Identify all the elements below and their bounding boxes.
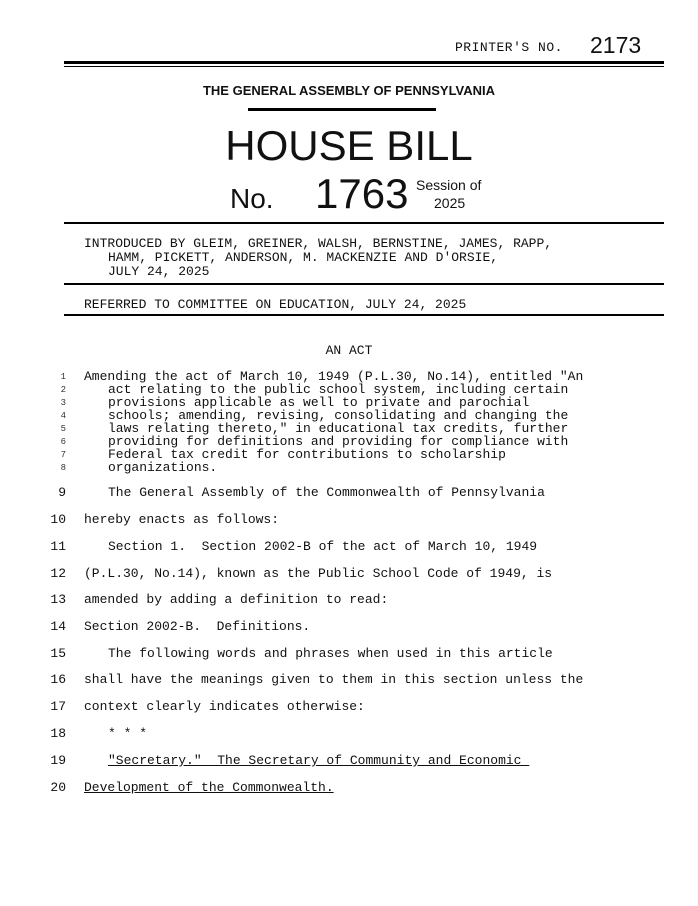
section-heading: Section 2002-B. Definitions. [84, 619, 311, 634]
body-line: shall have the meanings given to them in this section unless the [84, 672, 584, 687]
secretary-definition-cont: Development of the Commonwealth. [84, 780, 334, 795]
line-number: 9 [58, 485, 66, 500]
line-number: 11 [50, 539, 66, 554]
line-number: 20 [50, 780, 66, 795]
line-number: 16 [50, 672, 66, 687]
body-line: amended by adding a definition to read: [84, 592, 389, 607]
line-number: 3 [60, 398, 66, 408]
bill-number: 1763 [315, 170, 409, 217]
title-line: Amending the act of March 10, 1949 (P.L.30, No.14), entitled "An [84, 369, 584, 384]
line-number: 7 [60, 450, 66, 460]
title-line: laws relating thereto," in educational tax credits, further [108, 421, 569, 436]
line-number: 5 [60, 424, 66, 434]
line-number: 2 [60, 385, 66, 395]
referred-rule [64, 314, 664, 316]
line-number: 8 [60, 463, 66, 473]
bill-header-rule [64, 222, 664, 224]
title-line: organizations. [108, 460, 218, 475]
session-label: Session of [416, 177, 482, 193]
printer-number-label: PRINTER'S NO. [455, 40, 563, 55]
body-line: The following words and phrases when used in this article [108, 646, 553, 661]
secretary-definition: "Secretary." The Secretary of Community and Economic [108, 753, 530, 768]
introduced-rule [64, 283, 664, 285]
general-assembly-heading: THE GENERAL ASSEMBLY OF PENNSYLVANIA [202, 83, 496, 98]
referred-to-committee: REFERRED TO COMMITTEE ON EDUCATION, JULY 24, 2025 [84, 297, 467, 312]
line-number: 17 [50, 699, 66, 714]
header-rule-thin [64, 66, 664, 67]
omission-asterisks: * * * [108, 726, 148, 741]
assembly-underline [248, 108, 436, 111]
line-number: 6 [60, 437, 66, 447]
title-line: schools; amending, revising, consolidating and changing the [108, 408, 569, 423]
title-line: providing for definitions and providing for compliance with [108, 434, 569, 449]
body-line: (P.L.30, No.14), known as the Public School Code of 1949, is [84, 566, 553, 581]
title-line: act relating to the public school system, including certain [108, 382, 569, 397]
title-line: Federal tax credit for contributions to scholarship [108, 447, 506, 462]
section-1-text: Section 1. Section 2002-B of the act of March 10, 1949 [108, 539, 538, 554]
bill-number-label: No. [230, 183, 274, 214]
line-number: 10 [50, 512, 66, 527]
printer-number: 2173 [590, 32, 642, 58]
title-line: provisions applicable as well to private and parochial [108, 395, 530, 410]
line-number: 4 [60, 411, 66, 421]
body-line: context clearly indicates otherwise: [84, 699, 365, 714]
line-number: 15 [50, 646, 66, 661]
header-rule-thick [64, 61, 664, 64]
line-number: 18 [50, 726, 66, 741]
line-number: 1 [60, 372, 66, 382]
line-number: 19 [50, 753, 66, 768]
enacting-clause: The General Assembly of the Commonwealth of Pennsylvania [108, 485, 545, 500]
introduced-line: HAMM, PICKETT, ANDERSON, M. MACKENZIE AND D'ORSIE, [108, 250, 499, 265]
an-act-heading: AN ACT [325, 343, 373, 358]
line-number: 12 [50, 566, 66, 581]
introduced-by-block [84, 237, 552, 279]
line-number: 14 [50, 619, 66, 634]
session-year: 2025 [434, 195, 466, 211]
introduced-line: INTRODUCED BY GLEIM, GREINER, WALSH, BERNSTINE, JAMES, RAPP, [84, 236, 553, 251]
bill-type-title: HOUSE BILL [225, 122, 473, 169]
line-number: 13 [50, 592, 66, 607]
introduced-line: JULY 24, 2025 [108, 264, 210, 279]
body-line: hereby enacts as follows: [84, 512, 280, 527]
